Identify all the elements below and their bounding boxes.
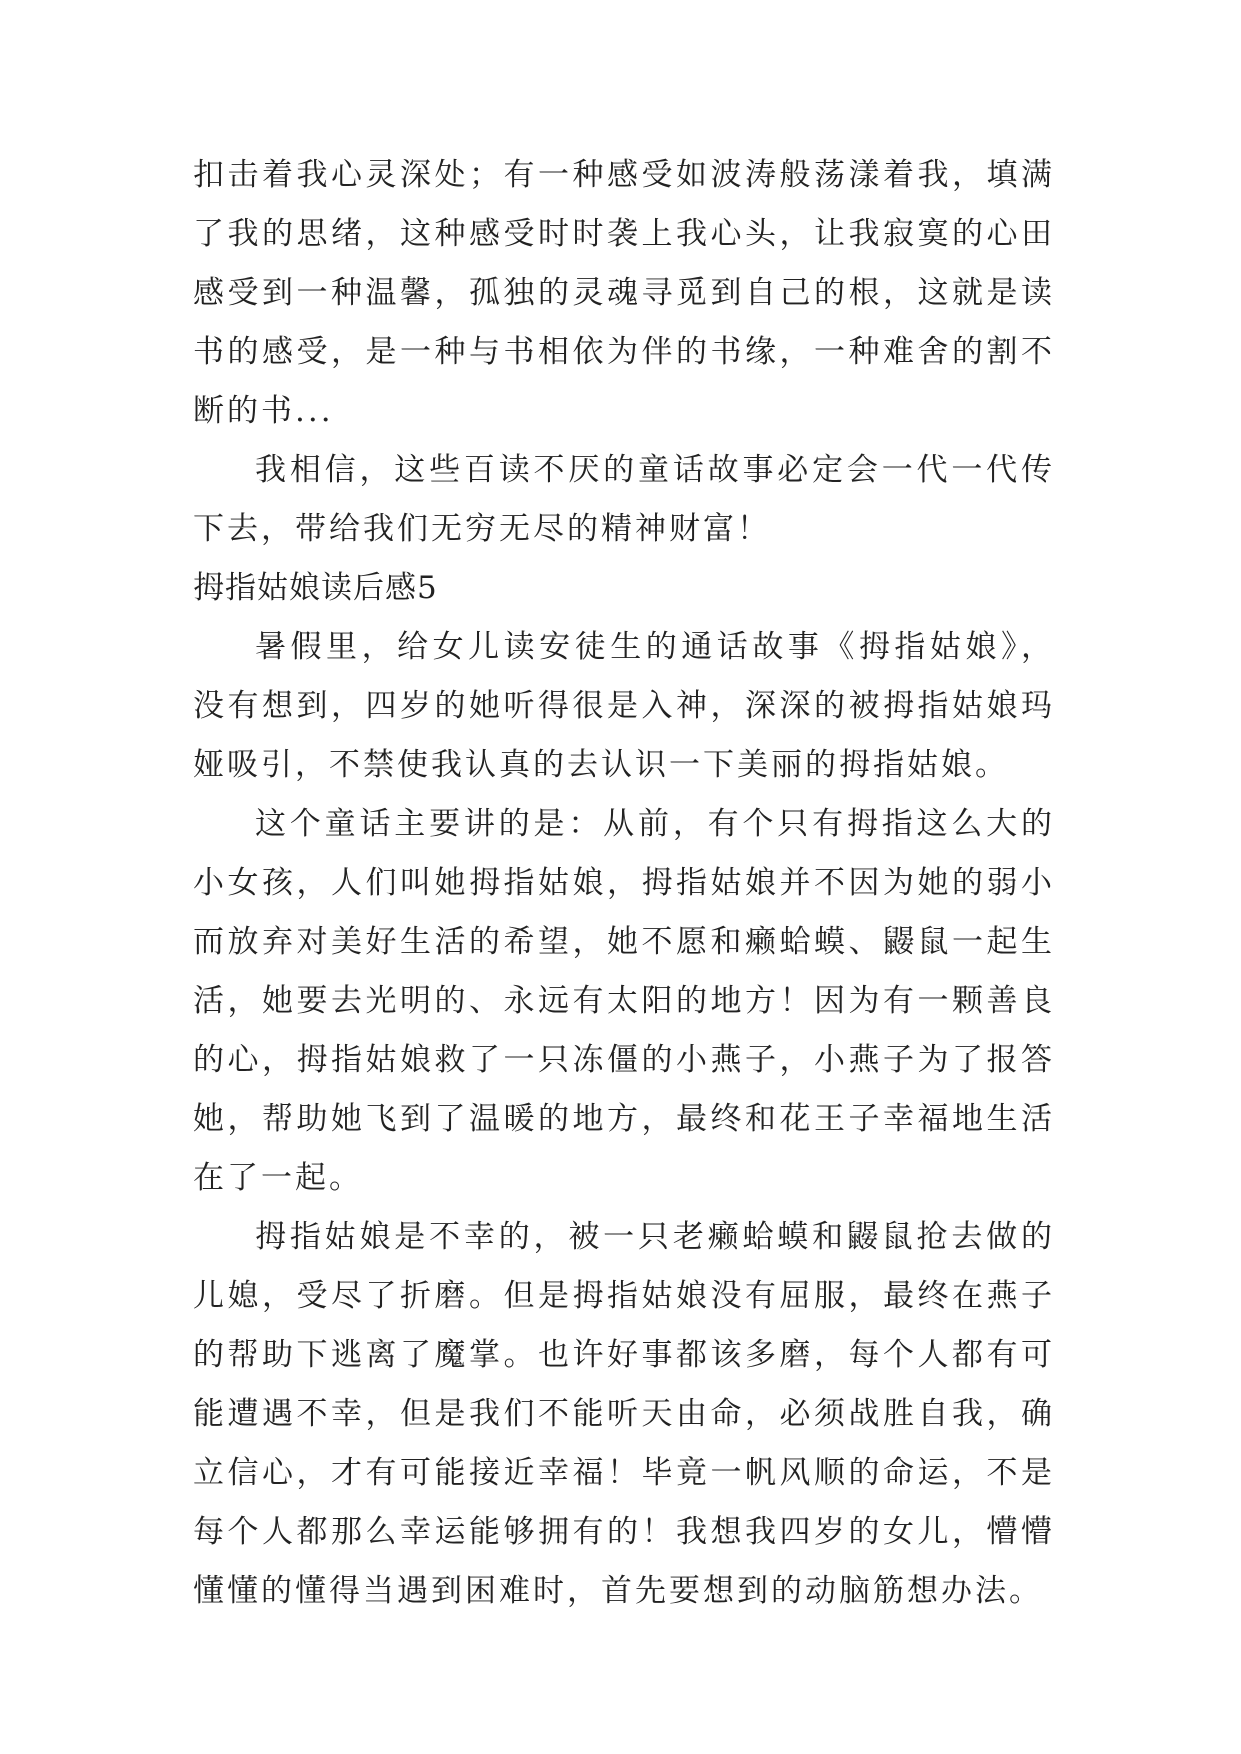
paragraph-story-summary: 这个童话主要讲的是：从前，有个只有拇指这么大的小女孩，人们叫她拇指姑娘，拇指姑娘并不因为她的弱小而放弃对美好生活的希望，她不愿和癞蛤蟆、鼹鼠一起生活，她要去光明的、永远有太阳的地方！因为有一颗善良的心，拇指姑娘救了一只冻僵的小燕子，小燕子为了报答她，帮助她飞到了温暖的地方，最终和花王子幸福地生活在了一起。 — [193, 806, 1055, 1196]
continued-paragraph: 扣击着我心灵深处；有一种感受如波涛般荡漾着我，填满了我的思绪，这种感受时时袭上我心头，让我寂寞的心田感受到一种温馨，孤独的灵魂寻觅到自己的根，这就是读书的感受，是一种与书相依为伴的书缘，一种难舍的割不断的书... — [193, 157, 1055, 429]
paragraph-intro: 暑假里，给女儿读安徒生的通话故事《拇指姑娘》，没有想到，四岁的她听得很是入神，深深的被拇指姑娘玛娅吸引，不禁使我认真的去认识一下美丽的拇指姑娘。 — [193, 629, 1055, 783]
paragraph-conclusion: 我相信，这些百读不厌的童话故事必定会一代一代传下去，带给我们无穷无尽的精神财富！ — [193, 452, 1055, 547]
section-title: 拇指姑娘读后感5 — [193, 570, 438, 606]
document-page — [193, 146, 1055, 1621]
paragraph-reflection: 拇指姑娘是不幸的，被一只老癞蛤蟆和鼹鼠抢去做的儿媳，受尽了折磨。但是拇指姑娘没有屈服，最终在燕子的帮助下逃离了魔掌。也许好事都该多磨，每个人都有可能遭遇不幸，但是我们不能听天由命，必须战胜自我，确立信心，才有可能接近幸福！毕竟一帆风顺的命运，不是每个人都那么幸运能够拥有的！我想我四岁的女儿，懵懵懂懂的懂得当遇到困难时，首先要想到的动脑筋想办法。 — [193, 1219, 1055, 1609]
